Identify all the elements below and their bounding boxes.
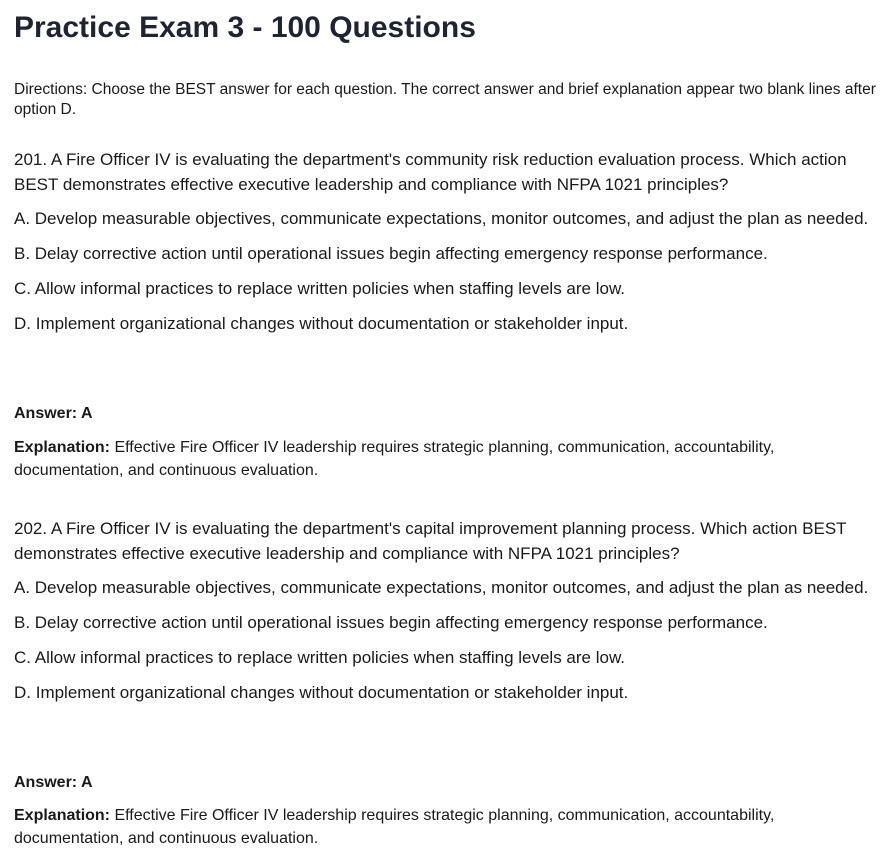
explanation-text bbox=[14, 804, 834, 850]
question-block bbox=[14, 516, 880, 715]
option-a: A. Develop measurable objectives, communicate expectations, monitor outcomes, and adjust the plan as needed. bbox=[14, 209, 869, 228]
option-b: B. Delay corrective action until operational issues begin affecting emergency response performance. bbox=[14, 613, 768, 632]
option-a: A. Develop measurable objectives, communicate expectations, monitor outcomes, and adjust the plan as needed. bbox=[14, 578, 869, 597]
explanation-text bbox=[14, 436, 834, 482]
answer-label: Answer: A bbox=[14, 405, 93, 422]
option-c: C. Allow informal practices to replace written policies when staffing levels are low. bbox=[14, 279, 626, 298]
explanation-label: Explanation: bbox=[14, 807, 111, 824]
option-d: D. Implement organizational changes without documentation or stakeholder input. bbox=[14, 683, 629, 702]
option-d: D. Implement organizational changes without documentation or stakeholder input. bbox=[14, 314, 629, 333]
question-block bbox=[14, 147, 880, 346]
directions-text: Directions: Choose the BEST answer for each question. The correct answer and brief explanation appear two blank lines after option D. bbox=[14, 81, 876, 118]
answer-label: Answer: A bbox=[14, 774, 93, 791]
explanation-label: Explanation: bbox=[14, 439, 111, 456]
page-title: Practice Exam 3 - 100 Questions bbox=[14, 11, 476, 44]
question-stem: 202. A Fire Officer IV is evaluating the department's capital improvement planning process. Which action BEST demonstrates effective executive leadership and compliance with NFPA 1021 principles? bbox=[14, 519, 847, 563]
explanation-body: Effective Fire Officer IV leadership requires strategic planning, communication, accountability, documentation, and continuous evaluation. bbox=[14, 439, 775, 479]
question-stem: 201. A Fire Officer IV is evaluating the department's community risk reduction evaluation process. Which action BEST demonstrates effective executive leadership and compliance with NFPA 1021 principles? bbox=[14, 150, 847, 194]
explanation-body: Effective Fire Officer IV leadership requires strategic planning, communication, accountability, documentation, and continuous evaluation. bbox=[14, 807, 775, 847]
option-b: B. Delay corrective action until operational issues begin affecting emergency response performance. bbox=[14, 244, 768, 263]
option-c: C. Allow informal practices to replace written policies when staffing levels are low. bbox=[14, 648, 626, 667]
